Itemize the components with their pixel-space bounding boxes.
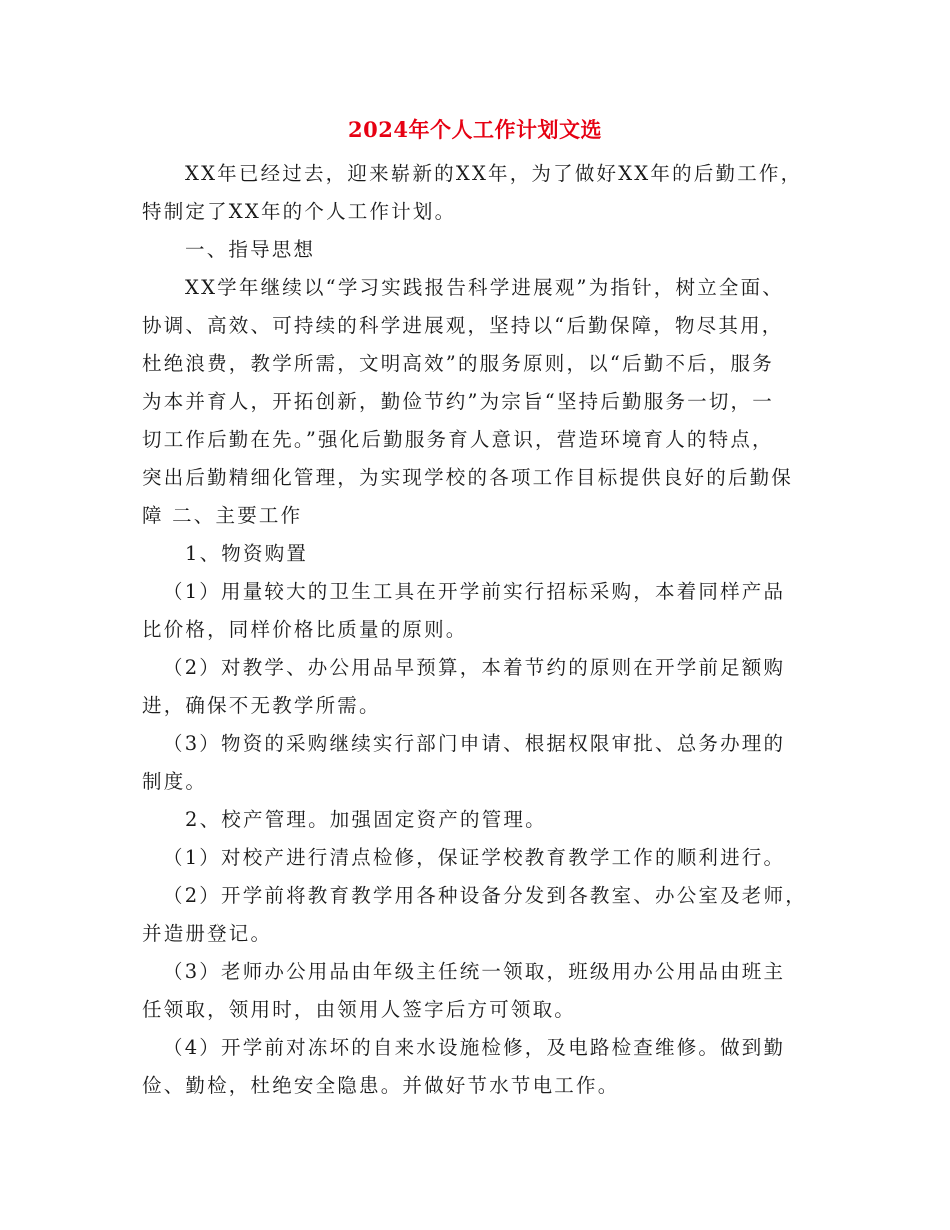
paragraph-line: XX学年继续以“学习实践报告科学进展观”为指针，树立全面、 (185, 276, 785, 299)
paragraph-line: 突出后勤精细化管理，为实现学校的各项工作目标提供良好的后勤保 (142, 466, 794, 489)
paragraph-line: 并造册登记。 (142, 922, 273, 945)
paragraph-line: （3）老师办公用品由年级主任统一领取，班级用办公用品由班主 (163, 960, 786, 983)
paragraph-line: 制度。 (142, 770, 208, 793)
paragraph-line: （3）物资的采购继续实行部门申请、根据权限审批、总务办理的 (163, 732, 786, 755)
paragraph-line: 特制定了XX年的个人工作计划。 (142, 200, 457, 223)
paragraph-line: （1）对校产进行清点检修，保证学校教育教学工作的顺利进行。 (163, 846, 786, 869)
section-heading: 1、物资购置 (185, 542, 309, 565)
paragraph-line: 进，确保不无教学所需。 (142, 694, 381, 717)
section-heading: 2、校产管理。加强固定资产的管理。 (185, 808, 547, 831)
paragraph-line: 协调、高效、可持续的科学进展观，坚持以“后勤保障，物尽其用， (142, 314, 784, 337)
paragraph-line: 切工作后勤在先。”强化后勤服务育人意识，营造环境育人的特点， (142, 428, 774, 451)
paragraph-line: 俭、勤检，杜绝安全隐患。并做好节水节电工作。 (142, 1074, 620, 1097)
paragraph-line: 比价格，同样价格比质量的原则。 (142, 618, 468, 641)
paragraph-line: 杜绝浪费，教学所需，文明高效”的服务原则，以“后勤不后，服务 (142, 352, 774, 375)
paragraph-line: （1）用量较大的卫生工具在开学前实行招标采购，本着同样产品 (163, 580, 786, 603)
section-heading: 一、指导思想 (185, 238, 316, 261)
paragraph-line: （2）开学前将教育教学用各种设备分发到各教室、办公室及老师， (163, 884, 807, 907)
paragraph-line: （2）对教学、办公用品早预算，本着节约的原则在开学前足额购 (163, 656, 786, 679)
document-title: 2024年个人工作计划文选 (348, 117, 602, 142)
paragraph-line: （4）开学前对冻坏的自来水设施检修，及电路检查维修。做到勤 (163, 1036, 786, 1059)
paragraph-line: 障 二、主要工作 (142, 504, 303, 527)
paragraph-line: XX年已经过去，迎来崭新的XX年，为了做好XX年的后勤工作， (185, 162, 803, 185)
paragraph-line: 任领取，领用时，由领用人签字后方可领取。 (142, 998, 577, 1021)
paragraph-line: 为本并育人，开拓创新，勤俭节约”为宗旨“坚持后勤服务一切，一 (142, 390, 774, 413)
